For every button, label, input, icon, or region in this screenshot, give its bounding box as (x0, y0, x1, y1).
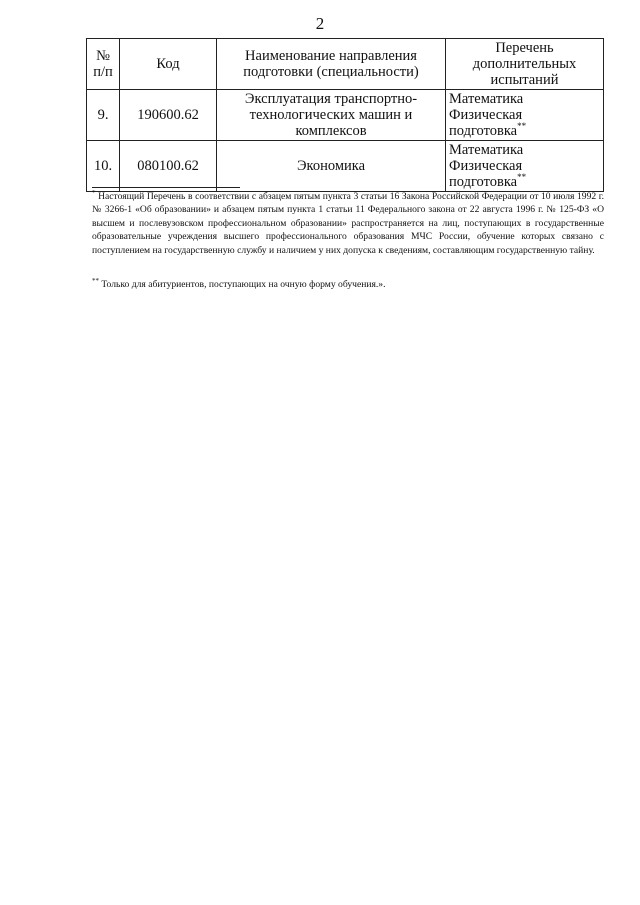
test-item: Математика (449, 91, 524, 107)
footnote (92, 278, 604, 291)
row-number: 10. (87, 141, 120, 192)
test-item-with-mark (449, 107, 600, 139)
footnote-mark: ** (92, 276, 99, 285)
footnote-reference: ** (517, 172, 527, 183)
header-number: № п/п (87, 39, 120, 90)
row-name: Экономика (217, 141, 446, 192)
test-item: Математика (449, 142, 524, 158)
page-number: 2 (315, 14, 325, 33)
footnote-text: Настоящий Перечень в соответствии с абзацем пятым пункта 3 статьи 16 Закона Российской Федерации от 10 июля 1992 г. № 3266-1 «Об образовании» и абзацем пятым пункта 1 статьи 11 Федерального закона от 22 августа 1996 г. № 125-ФЗ «О высшем и послевузовском профессиональном образовании» распространяется на лиц, поступающих в государственные образовательные учреждения высшего профессионального образования МЧС России, обучение которых связано с поступлением на государственную службу и наличием у них допуска к сведениям, составляющим государственную тайну. (92, 191, 605, 256)
row-code: 190600.62 (120, 90, 217, 141)
footnote-reference: ** (517, 121, 527, 132)
row-name: Эксплуатация транспортно-технологических машин и комплексов (217, 90, 446, 141)
table-row (87, 141, 604, 192)
header-name: Наименование направления подготовки (специальности) (217, 39, 446, 90)
row-tests (446, 90, 604, 141)
footnote (92, 190, 604, 257)
test-item-label: Физическая подготовка (449, 107, 523, 139)
row-number: 9. (87, 90, 120, 141)
row-tests (446, 141, 604, 192)
footnote-mark: * (92, 188, 96, 197)
table-header-row (87, 39, 604, 90)
test-item-with-mark (449, 158, 600, 190)
test-item-label: Физическая подготовка (449, 158, 523, 190)
footnote-text: Только для абитуриентов, поступающих на очную форму обучения.». (101, 279, 386, 290)
additional-tests-table (86, 38, 604, 192)
header-code: Код (120, 39, 217, 90)
table-row (87, 90, 604, 141)
row-code: 080100.62 (120, 141, 217, 192)
header-tests: Перечень дополнительных испытаний (446, 39, 604, 90)
footnote-separator (92, 187, 240, 188)
